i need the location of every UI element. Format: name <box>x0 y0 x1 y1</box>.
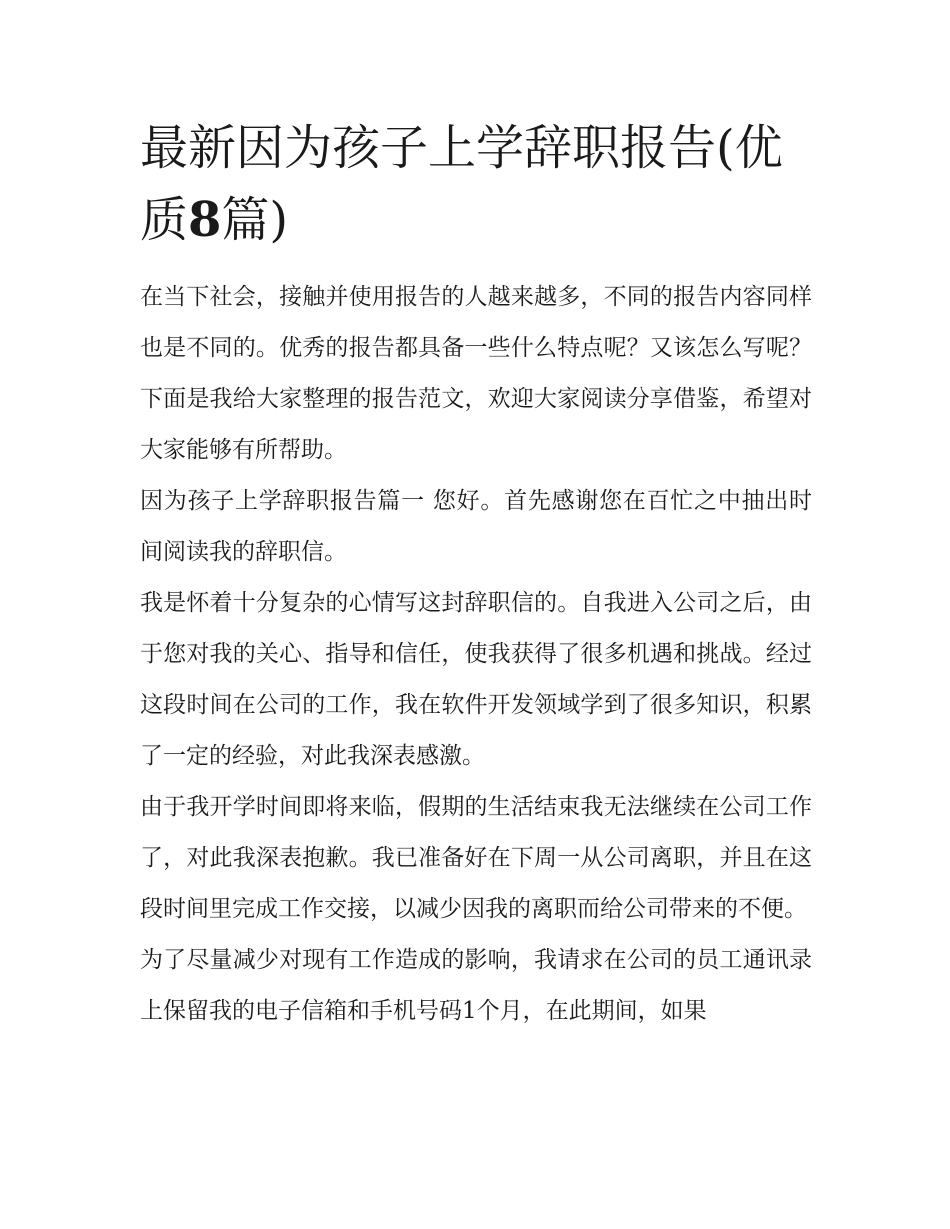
paragraph-gratitude: 我是怀着十分复杂的心情写这封辞职信的。自我进入公司之后，由于您对我的关心、指导和信任，使我获得了很多机遇和挑战。经过这段时间在公司的工作，我在软件开发领域学到了很多知识，积累了一定的经验，对此我深表感激。 <box>140 590 812 769</box>
paragraph-greeting: 因为孩子上学辞职报告篇一 您好。首先感谢您在百忙之中抽出时间阅读我的辞职信。 <box>140 488 812 565</box>
paragraph-intro: 在当下社会，接触并使用报告的人越来越多，不同的报告内容同样也是不同的。优秀的报告都具备一些什么特点呢？又该怎么写呢？下面是我给大家整理的报告范文，欢迎大家阅读分享借鉴，希望对大家能够有所帮助。 <box>140 284 812 463</box>
document-body <box>140 112 812 1037</box>
paragraph-reason: 由于我开学时间即将来临，假期的生活结束我无法继续在公司工作了，对此我深表抱歉。我已准备好在下周一从公司离职，并且在这段时间里完成工作交接，以减少因我的离职而给公司带来的不便。 <box>140 794 812 922</box>
title-number: 8 <box>188 192 222 248</box>
document-title: 最新因为孩子上学辞职报告(优质8篇) <box>140 120 783 248</box>
paragraph-request: 为了尽量减少对现有工作造成的影响，我请求在公司的员工通讯录上保留我的电子信箱和手机号码1个月，在此期间，如果 <box>140 947 812 1024</box>
